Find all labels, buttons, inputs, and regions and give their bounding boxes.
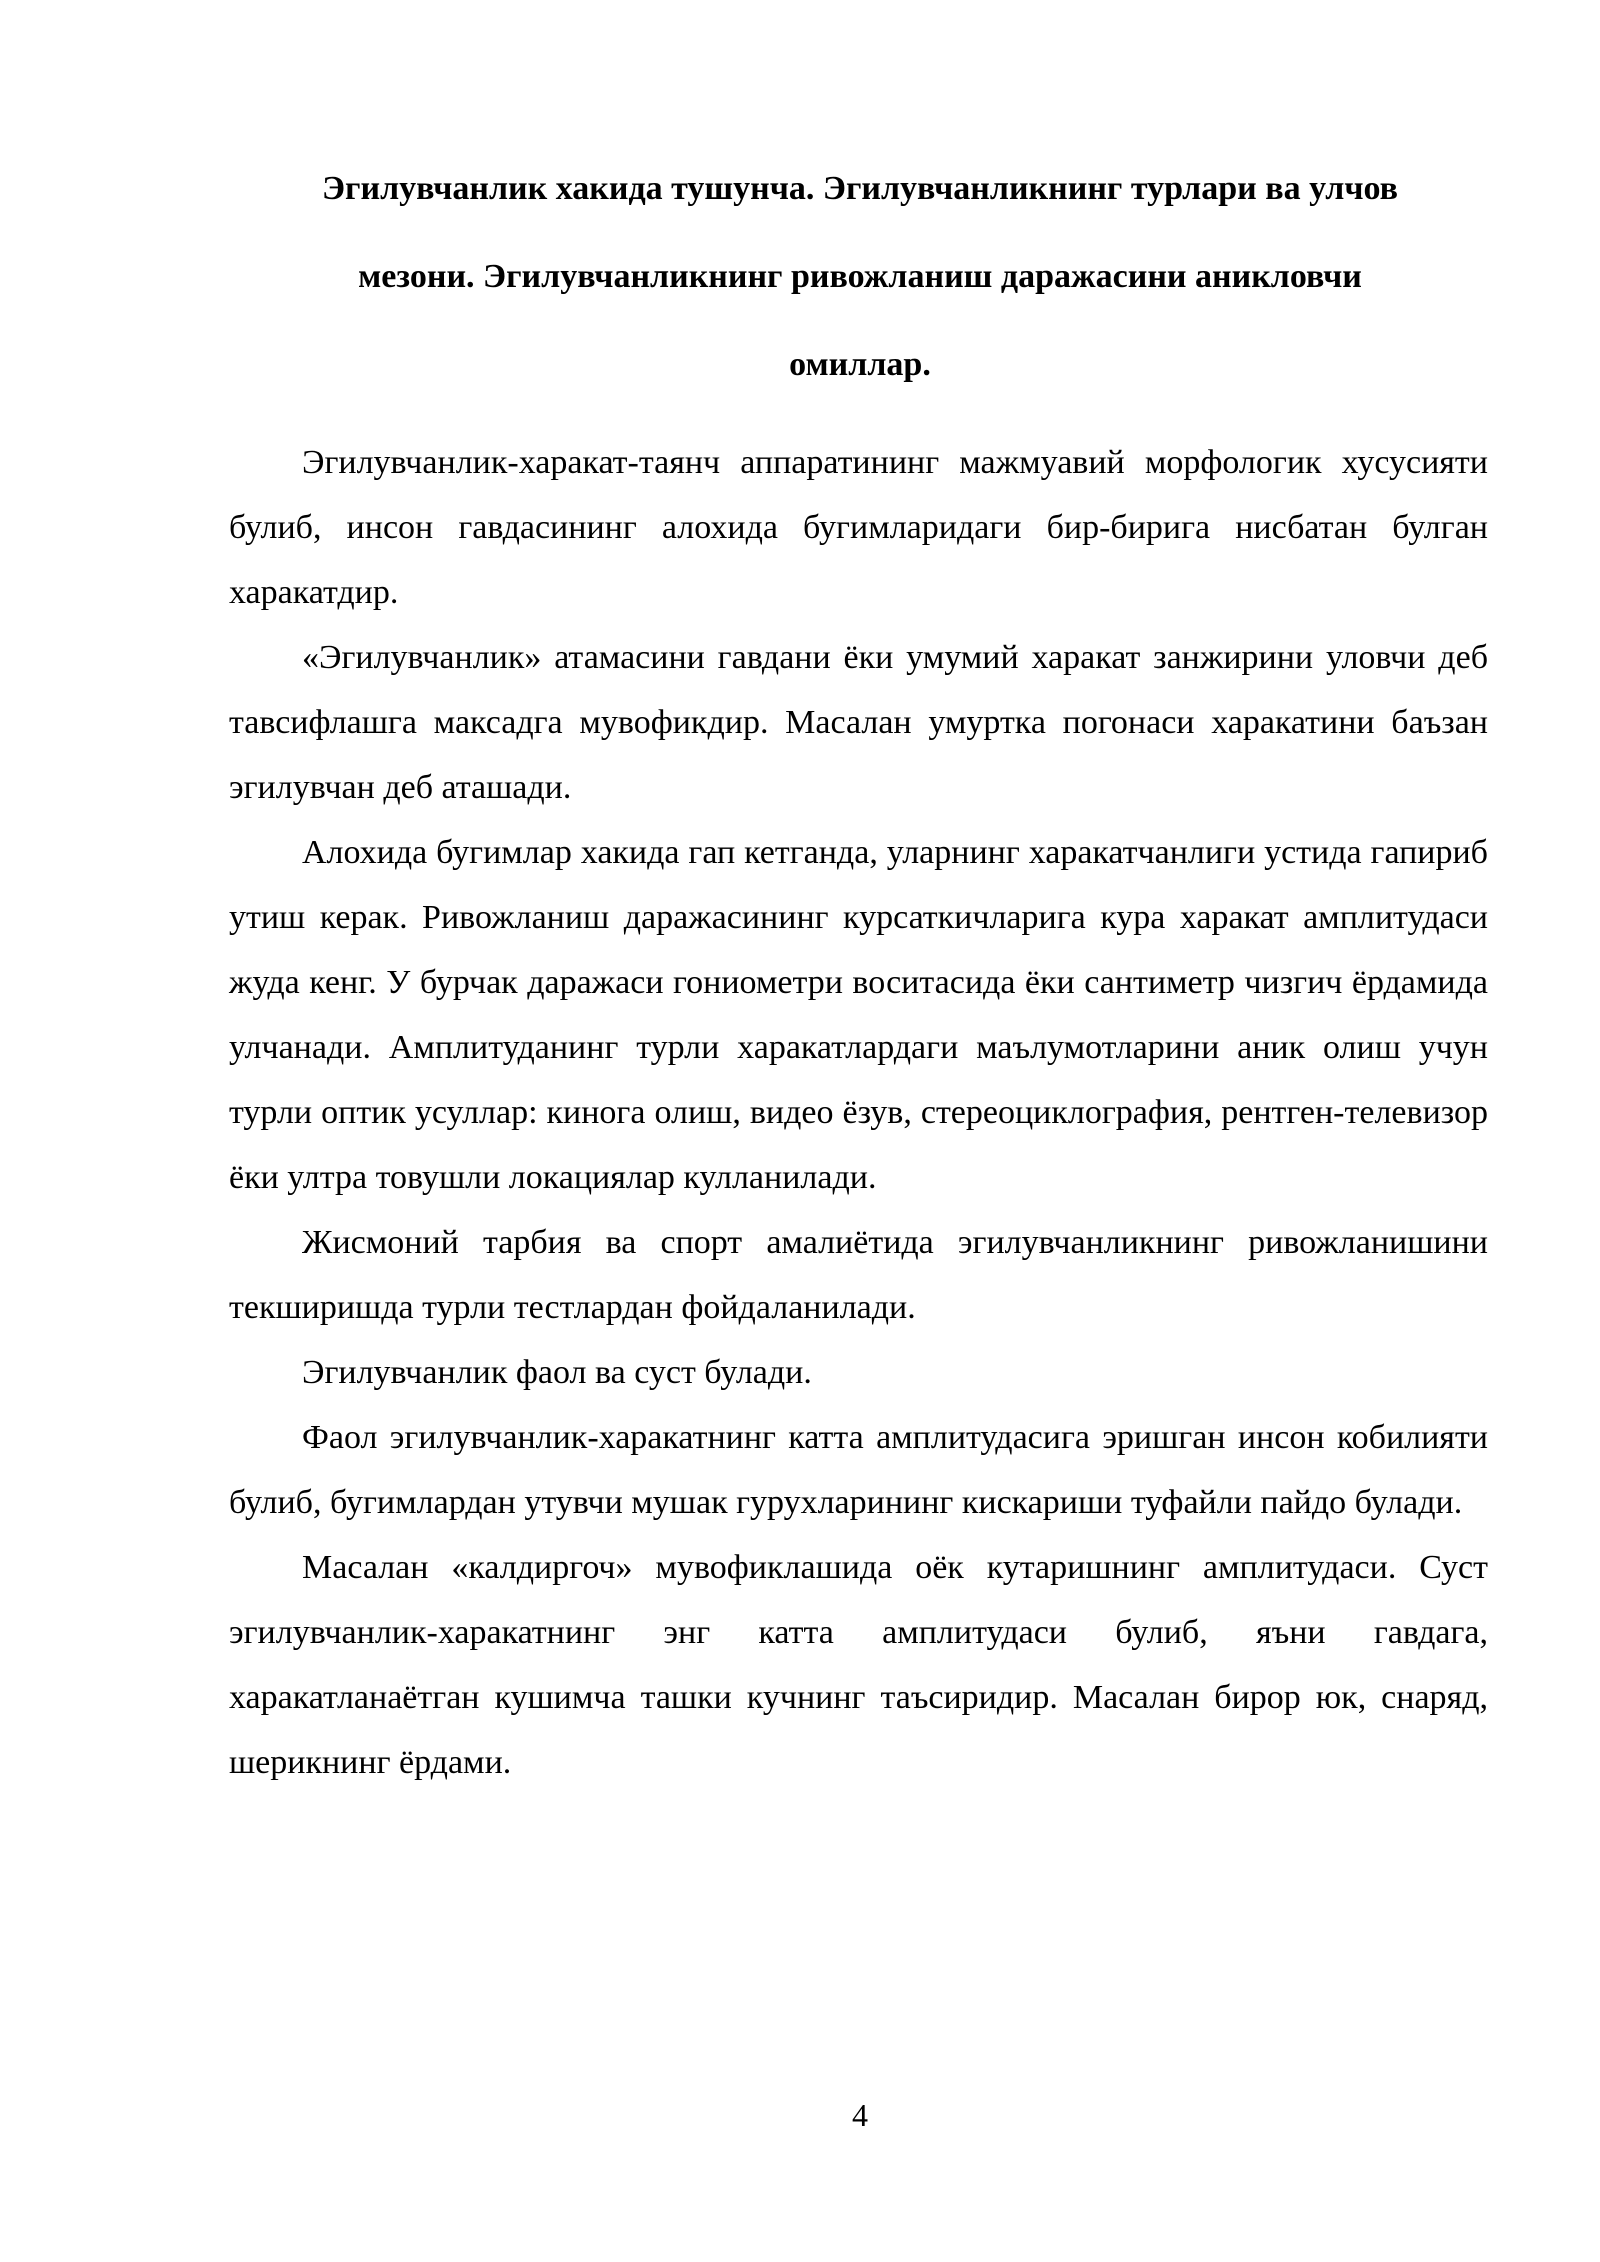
body-paragraph: «Эгилувчанлик» атамасини гавдани ёки умумий харакат занжирини уловчи деб тавсифлашга максадга мувофикдир. Масалан умуртка погонаси харакатини баъзан эгилувчан деб аташади. (229, 639, 1488, 806)
body-paragraph: Эгилувчанлик-харакат-таянч аппаратининг мажмуавий морфологик хусусияти булиб, инсон гавдасининг алохида бугимларидаги бир-бирига нисбатан булган харакатдир. (229, 444, 1488, 611)
body-paragraph: Эгилувчанлик фаол ва суст булади. (302, 1354, 812, 1391)
page-number: 4 (852, 2097, 868, 2133)
title-line: Эгилувчанлик хакида тушунча. Эгилувчанликнинг турлари ва улчов (321, 170, 1399, 207)
body-paragraph: Фаол эгилувчанлик-харакатнинг катта амплитудасига эришган инсон кобилияти булиб, бугимлардан утувчи мушак гурухларининг кискариши туфайли пайдо булади. (229, 1419, 1488, 1521)
body-paragraph: Масалан «калдиргоч» мувофиклашида оёк кутаришнинг амплитудаси. Суст эгилувчанлик-харакатнинг энг катта амплитудаси булиб, яъни гавдага, харакатланаётган кушимча ташки кучнинг таъсиридир. Масалан бирор юк, снаряд, шерикнинг ёрдами. (229, 1549, 1488, 1781)
document-body (229, 430, 1488, 1795)
title-line: омиллар. (789, 346, 931, 383)
body-paragraph: Жисмоний тарбия ва спорт амалиётида эгилувчанликнинг ривожланишини текширишда турли тестлардан фойдаланилади. (229, 1224, 1488, 1326)
document-title (230, 145, 1490, 409)
body-paragraph: Алохида бугимлар хакида гап кетганда, уларнинг харакатчанлиги устида гапириб утиш керак. Ривожланиш даражасининг курсаткичларига кура харакат амплитудаси жуда кенг. У бурчак даражаси гониометри воситасида ёки сантиметр чизгич ёрдамида улчанади. Амплитуданинг турли харакатлардаги маълумотларини аник олиш учун турли оптик усуллар: кинога олиш, видео ёзув, стереоциклография, рентген-телевизор ёки ултра товушли локациялар кулланилади. (229, 834, 1488, 1196)
title-line: мезони. Эгилувчанликнинг ривожланиш даражасини аникловчи (358, 258, 1362, 295)
